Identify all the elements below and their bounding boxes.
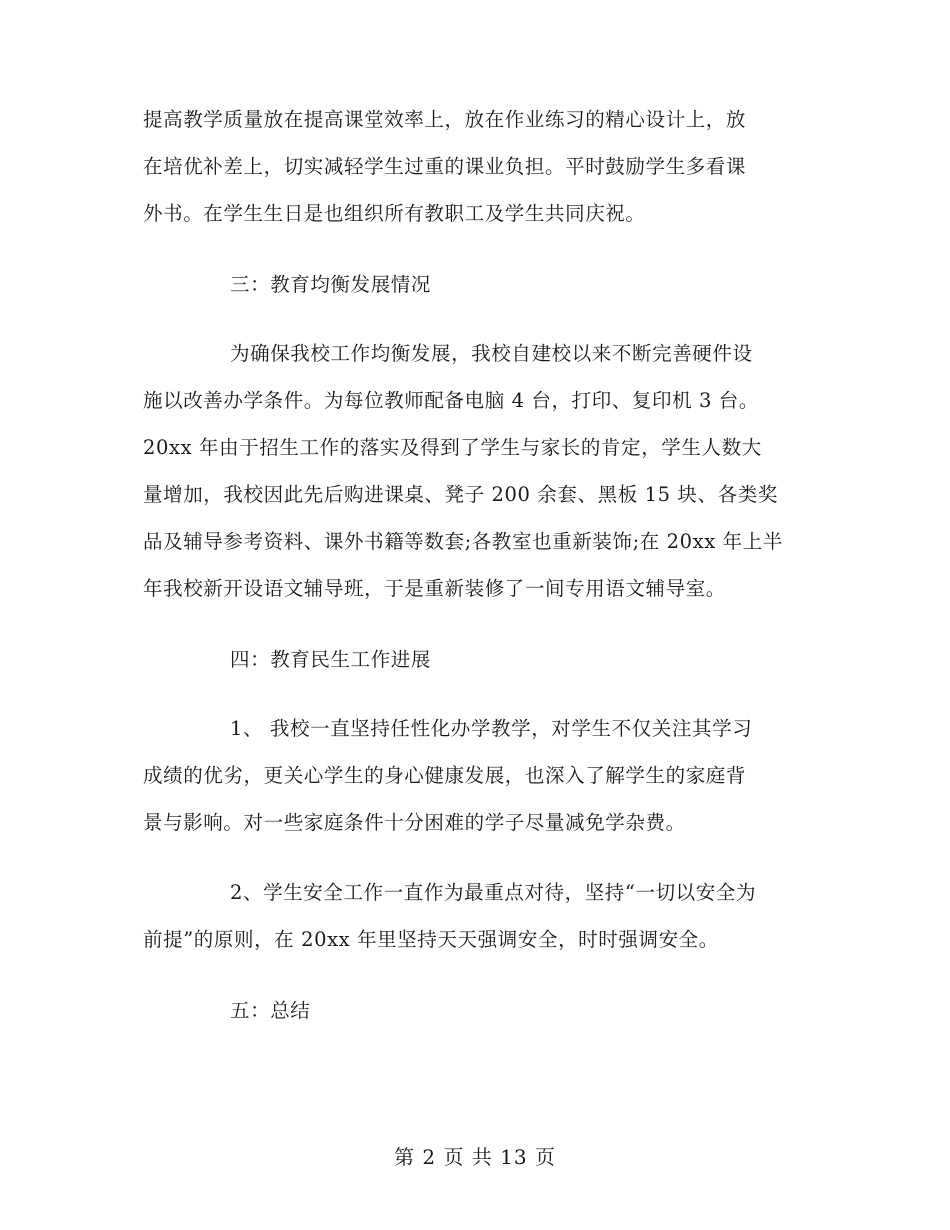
text-line: 1、 我校一直坚持任性化办学教学，对学生不仅关注其学习 — [230, 717, 753, 740]
text-line: 为确保我校工作均衡发展，我校自建校以来不断完善硬件设 — [230, 342, 753, 365]
text-line: 在培优补差上，切实减轻学生过重的课业负担。平时鼓励学生多看课 — [143, 155, 747, 178]
text-line: 2、学生安全工作一直作为最重点对待，坚持“一切以安全为 — [230, 881, 757, 904]
text-line: 品及辅导参考资料、课外书籍等数套;各教室也重新装饰;在 20xx 年上半 — [143, 530, 783, 553]
text-line: 成绩的优劣，更关心学生的身心健康发展，也深入了解学生的家庭背 — [143, 764, 747, 787]
text-line: 外书。在学生生日是也组织所有教职工及学生共同庆祝。 — [143, 202, 646, 225]
text-line: 提高教学质量放在提高课堂效率上，放在作业练习的精心设计上，放 — [143, 108, 747, 131]
section-heading: 四：教育民生工作进展 — [230, 648, 432, 671]
text-line: 前提”的原则，在 20xx 年里坚持天天强调安全，时时强调安全。 — [143, 928, 719, 951]
text-line: 20xx 年由于招生工作的落实及得到了学生与家长的肯定，学生人数大 — [143, 436, 762, 459]
text-line: 施以改善办学条件。为每位教师配备电脑 4 台，打印、复印机 3 台。 — [143, 389, 760, 412]
text-line: 年我校新开设语文辅导班，于是重新装修了一间专用语文辅导室。 — [143, 577, 726, 600]
text-line: 量增加，我校因此先后购进课桌、凳子 200 余套、黑板 15 块、各类奖 — [143, 483, 778, 506]
section-heading: 五：总结 — [230, 999, 311, 1022]
section-heading: 三：教育均衡发展情况 — [230, 273, 432, 296]
page-number-footer: 第 2 页 共 13 页 — [394, 1145, 556, 1169]
text-line: 景与影响。对一些家庭条件十分困难的学子尽量减免学杂费。 — [143, 811, 686, 834]
